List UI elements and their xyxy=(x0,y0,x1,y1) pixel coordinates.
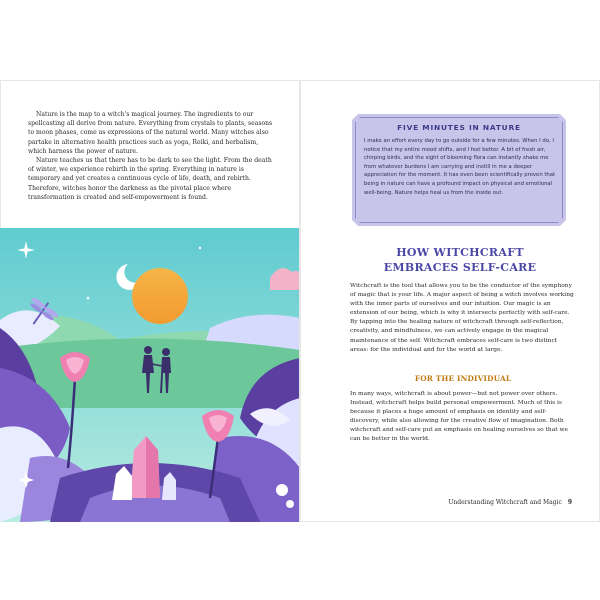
paragraph: Nature teaches us that there has to be dark to see the light. From the death of winter, we experience rebirth in the spring. Everything in nature is temporary and yet creates a continuous cycle of life, death, and rebirth. Therefore, witches honor the darkness as the pivotal place where transformation is created and self-empowerment is found. xyxy=(28,157,272,201)
book-gutter xyxy=(299,80,301,522)
sun-icon xyxy=(132,268,188,324)
book-spread xyxy=(0,80,600,522)
nature-illustration xyxy=(0,228,300,522)
left-page-text xyxy=(28,110,274,202)
running-title: Understanding Witchcraft and Magic xyxy=(448,499,562,506)
paragraph: Witchcraft is the tool that allows you to be the conductor of the symphony of magic that is your life. A major aspect of being a witch involves working with the inner parts of ourselves and our intuition. Our magic is an extension of our being, which is why it intersects perfectly with self-care. By tapping into the healing nature of witchcraft through self-reflection, creativity, and mindfulness, we can actively engage in the magical maintenance of the self. Witchcraft embraces self-care is two distinct areas: for the individual and for the world at large. xyxy=(350,283,574,353)
paragraph: Nature is the map to a witch's magical journey. The ingredients to our spellcasting all derive from nature. Everything from crystals to plants, seasons to moon phases, come as expressions of the natural world. Many witches also partake in alternative health practices such as yoga, Reiki, and herbalism, which harness the power of nature. xyxy=(28,111,273,155)
page-footer xyxy=(400,499,572,506)
body-paragraph xyxy=(350,390,576,445)
body-paragraph xyxy=(350,282,576,355)
paragraph: In many ways, witchcraft is about power—but not power over others. Instead, witchcraft helps build personal empowerment. Much of this is because it places a huge amount of emphasis on identity and self-discovery, while also allowing for the creative flow of imagination. Both witchcraft and self-care put an emphasis on healing ourselves so that we can be better in the world. xyxy=(350,391,569,443)
section-heading-line: HOW WITCHCRAFT xyxy=(396,246,524,259)
section-heading-line: EMBRACES SELF-CARE xyxy=(383,260,537,274)
sidebar-body: I make an effort every day to go outside for a few minutes. When I do, I notice that my entire mood shifts, and I feel better. A bit of fresh air, chirping birds, and the sight of blooming flora can instantly shake me from whatever burdens I am carrying and instill in me a deeper appreciation for the moment. It has even been scientifically proven that being in nature can have a profound impact on physical and emotional well-being. Nature helps heal us from the inside out. xyxy=(364,138,556,196)
page-number: 9 xyxy=(567,499,572,506)
sidebar-box xyxy=(352,114,566,226)
subheading: FOR THE INDIVIDUAL xyxy=(414,374,512,383)
section-heading xyxy=(360,246,560,275)
sidebar-title: FIVE MINUTES IN NATURE xyxy=(397,123,521,132)
